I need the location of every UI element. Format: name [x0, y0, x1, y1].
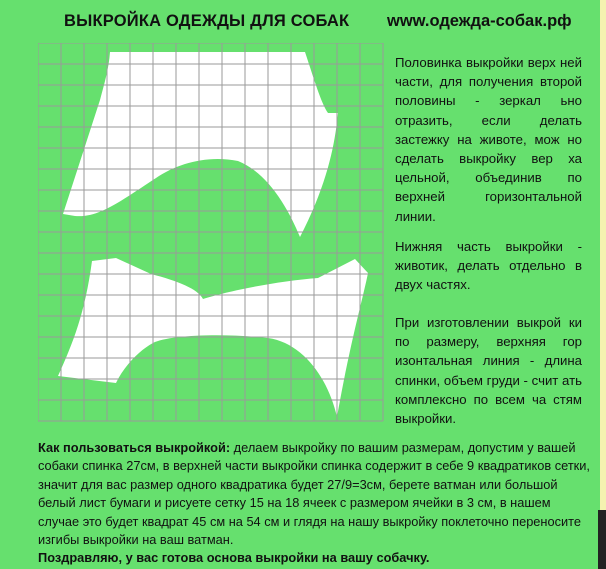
side-paragraph-3: При изготовлении выкрой ки по размеру, верхняя гор изонтальная линия - длина спинки, объем груди - счит ать комплексно по всем ча стям выкройки.	[395, 315, 582, 427]
side-paragraph-2: Нижняя часть выкройки - животик, делать отдельно в двух частях.	[395, 239, 582, 293]
instructions-lead: Как пользоваться выкройкой:	[38, 440, 231, 455]
pattern-grid-drawing	[38, 43, 384, 428]
instructions-body: делаем выкройку по вашим размерам, допустим у вашей собаки спинка 27см, в верхней части выкройки спинка содержит в себе 9 квадратиков сетки, значит для вас размер одного квадратика будет 27/9=3см, берете ватман или большой белый лист бумаги и рисуете сетку 15 на 18 ячеек с размером ячейки в 3 см, в нашем случае это будет квадрат 45 см на 54 см и глядя на нашу выкройку поклеточно переносите изгибы выкройки на ваш ватман.	[38, 440, 590, 548]
congrats-line: Поздравляю, у вас готова основа выкройки на вашу собачку.	[38, 550, 430, 565]
instructions-paragraph	[38, 439, 594, 549]
site-url[interactable]: www.одежда-собак.рф	[387, 12, 572, 30]
side-paragraph-1: Половинка выкройки верх ней части, для получения второй половины - зеркал ьно отразить, если делать застежку на животе, мож но сделать выкройку вер ха цельной, объединив по верхней горизонтальной линии.	[395, 55, 582, 224]
upper-pattern-piece	[63, 52, 338, 237]
page-edge	[600, 0, 606, 569]
page-title: ВЫКРОЙКА ОДЕЖДЫ ДЛЯ СОБАК	[64, 12, 350, 30]
corner-mark	[598, 510, 606, 569]
